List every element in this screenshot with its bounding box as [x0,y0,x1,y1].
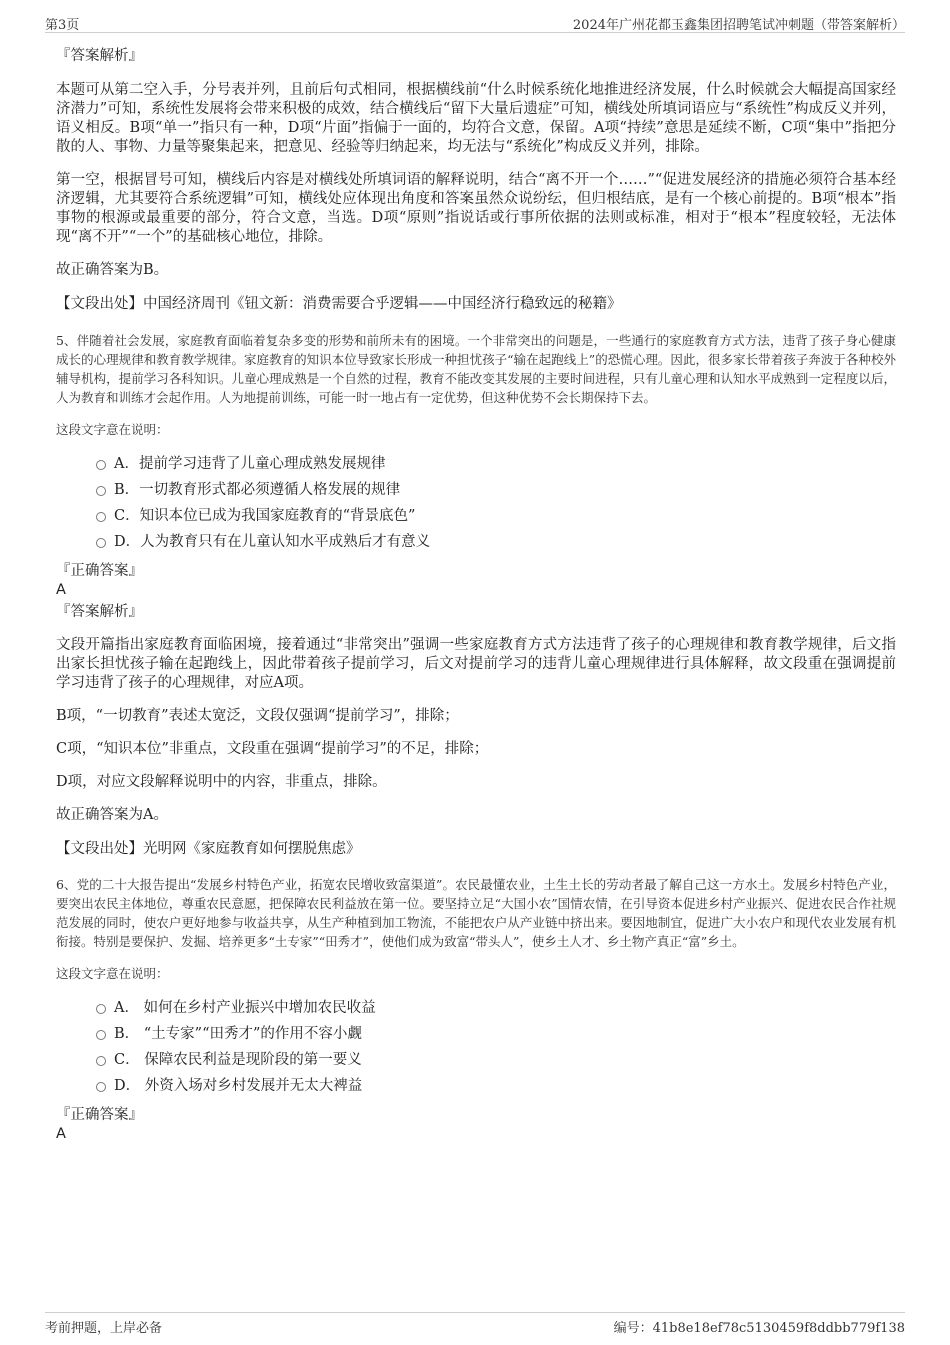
q6-answer-tag: 『正确答案』 [56,1107,143,1123]
q6-stem: 这段文字意在说明： [56,966,169,981]
footer-slogan: 考前押题，上岸必备 [45,1321,163,1336]
page-number: 第3页 [45,18,80,33]
q4-conclusion: 故正确答案为B。 [56,262,169,278]
q5-analysis-p4: D项，对应文段解释说明中的内容，非重点，排除。 [56,774,387,790]
q5-source: 【文段出处】光明网《家庭教育如何摆脱焦虑》 [56,841,361,857]
q5-options [56,451,896,555]
q5-analysis-p3: C项，“知识本位”非重点，文段重在强调“提前学习”的不足，排除； [56,741,489,757]
radio-icon[interactable] [96,486,106,496]
q6-option-d[interactable]: D． 外资入场对乡村发展并无太大裨益 [56,1073,896,1099]
q6-answer: A [56,1126,66,1142]
q6-option-b[interactable]: B． “土专家”“田秀才”的作用不容小觑 [56,1021,896,1047]
q5-analysis-p2: B项，“一切教育”表述太宽泛，文段仅强调“提前学习”，排除； [56,708,459,724]
q5-stem: 这段文字意在说明： [56,422,169,437]
radio-icon[interactable] [96,1004,106,1014]
page-footer [45,1312,905,1336]
radio-icon[interactable] [96,1056,106,1066]
radio-icon[interactable] [96,1082,106,1092]
q5-answer-tag: 『正确答案』 [56,563,143,579]
q5-option-d[interactable]: D．人为教育只有在儿童认知水平成熟后才有意义 [56,529,896,555]
q5-option-a[interactable]: A．提前学习违背了儿童心理成熟发展规律 [56,451,896,477]
document-id: 编号：41b8e18ef78c5130459f8ddbb779f138 [613,1321,905,1336]
q6-options [56,995,896,1099]
radio-icon[interactable] [96,1030,106,1040]
q5-question: 5、伴随着社会发展，家庭教育面临着复杂多变的形势和前所未有的困境。一个非常突出的问题是，一些通行的家庭教育方式方法，违背了孩子身心健康成长的心理规律和教育教学规律。家庭教育的知识本位导致家长形成一种担忧孩子“输在起跑线上”的恐慌心理。因此，很多家长带着孩子奔波于各种校外辅导机构，提前学习各科知识。儿童心理成熟是一个自然的过程，教育不能改变其发展的主要时间进程，只有儿童心理和认知水平成熟到一定程度以后，人为教育和训练才会起作用。人为地提前训练，可能一时一地占有一定优势，但这种优势不会长期保持下去。 [56,333,896,405]
document-title: 2024年广州花都玉鑫集团招聘笔试冲刺题（带答案解析） [572,18,905,33]
q4-analysis-p1: 本题可从第二空入手，分号表并列，且前后句式相同，根据横线前“什么时候系统化地推进经济发展，什么时候就会大幅提高国家经济潜力”可知，系统性发展将会带来积极的成效，结合横线后“留下大量后遗症”可知，横线处所填词语应与“系统性”构成反义并列，语义相反。B项“单一”指只有一种，D项“片面”指偏于一面的，均符合文意，保留。A项“持续”意思是延续不断，C项“集中”指把分散的人、事物、力量等聚集起来，把意见、经验等归纳起来，均无法与“系统化”构成反义并列，排除。 [56,82,896,155]
radio-icon[interactable] [96,512,106,522]
q5-option-c[interactable]: C．知识本位已成为我国家庭教育的“背景底色” [56,503,896,529]
q5-analysis-p1: 文段开篇指出家庭教育面临困境，接着通过“非常突出”强调一些家庭教育方式方法违背了孩子的心理规律和教育教学规律，后文指出家长担忧孩子输在起跑线上，因此带着孩子提前学习，后文对提前学习的违背儿童心理规律进行具体解释，故文段重在强调提前学习违背了孩子的心理规律，对应A项。 [56,637,896,691]
q4-analysis-tag: 『答案解析』 [56,48,143,64]
q6-option-a[interactable]: A． 如何在乡村产业振兴中增加农民收益 [56,995,896,1021]
q5-answer: A [56,582,66,598]
main-content [56,44,896,1143]
radio-icon[interactable] [96,538,106,548]
q6-option-c[interactable]: C． 保障农民利益是现阶段的第一要义 [56,1047,896,1073]
q5-analysis-tag: 『答案解析』 [56,604,143,620]
q5-option-b[interactable]: B．一切教育形式都必须遵循人格发展的规律 [56,477,896,503]
page-header [45,12,905,33]
radio-icon[interactable] [96,460,106,470]
q4-analysis-p2: 第一空，根据冒号可知，横线后内容是对横线处所填词语的解释说明，结合“离不开一个……”“促进发展经济的措施必须符合基本经济逻辑，尤其要符合系统逻辑”可知，横线处应体现出角度和答案虽然众说纷纭，但归根结底，是有一个核心前提的。B项“根本”指事物的根源或最重要的部分，符合文意，当选。D项“原则”指说话或行事所依据的法则或标准，相对于“根本”程度较轻，无法体现“离不开”“一个”的基础核心地位，排除。 [56,172,896,245]
q4-source: 【文段出处】中国经济周刊《钮文新：消费需要合乎逻辑——中国经济行稳致远的秘籍》 [56,296,622,312]
q5-conclusion: 故正确答案为A。 [56,807,168,823]
q6-question: 6、党的二十大报告提出“发展乡村特色产业，拓宽农民增收致富渠道”。农民最懂农业，土生土长的劳动者最了解自己这一方水土。发展乡村特色产业，要突出农民主体地位，尊重农民意愿，把保障农民利益放在第一位。要坚持立足“大国小农”国情农情，在引导资本促进乡村产业振兴、促进农民合作社规范发展的同时，使农户更好地参与收益共享，从生产种植到加工物流，不能把农户从产业链中挤出来。要因地制宜，促进广大小农户和现代农业发展有机衔接。特别是要保护、发掘、培养更多“土专家”“田秀才”，使他们成为致富“带头人”，使乡土人才、乡土物产真正“富”乡土。 [56,877,896,949]
